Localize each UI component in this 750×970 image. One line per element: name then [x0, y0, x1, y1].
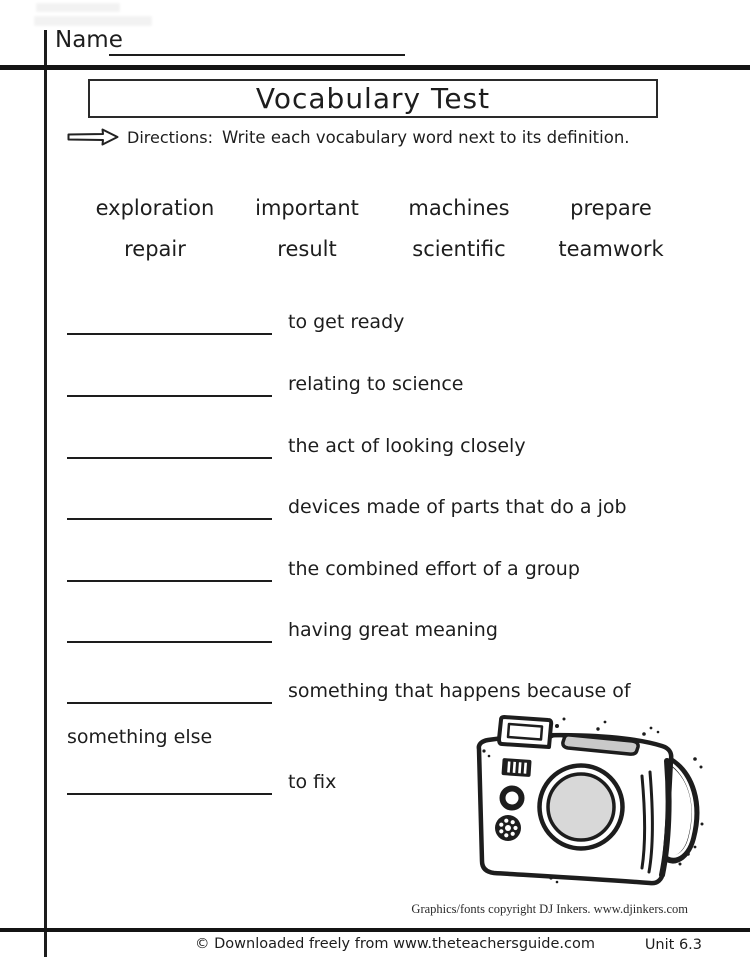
- answer-blank-line: [67, 306, 272, 335]
- definition-row: [67, 491, 627, 520]
- name-label: Name: [55, 27, 123, 53]
- definition-text-continued: something else: [67, 726, 213, 748]
- unit-label: Unit 6.3: [644, 937, 702, 953]
- definition-text: relating to science: [288, 373, 464, 395]
- camera-grip: [501, 758, 531, 777]
- camera-button: [503, 789, 522, 808]
- page-title: Vocabulary Test: [255, 82, 491, 115]
- answer-blank-line: [67, 491, 272, 520]
- definition-row: [67, 430, 526, 459]
- directions-text: Write each vocabulary word next to its definition.: [222, 127, 630, 147]
- word-bank-item: repair: [124, 237, 186, 261]
- download-note: © Downloaded freely from www.theteachersguide.com: [195, 936, 595, 952]
- word-bank-item: prepare: [570, 196, 652, 220]
- definition-row: [67, 306, 404, 335]
- camera-illustration-icon: [458, 704, 710, 902]
- definition-row: [67, 368, 463, 397]
- definition-text: devices made of parts that do a job: [288, 496, 627, 518]
- faint-watermark: [34, 16, 152, 26]
- right-arrow-icon: [66, 127, 120, 147]
- answer-blank-line: [67, 766, 272, 795]
- answer-blank-line: [67, 614, 272, 643]
- directions-row: [66, 127, 630, 147]
- footer-divider-rule: [0, 928, 750, 932]
- left-margin-line: [44, 30, 47, 957]
- name-blank-line: [109, 54, 405, 56]
- faint-watermark: [36, 3, 120, 12]
- definition-text: the act of looking closely: [288, 435, 526, 457]
- word-bank: [79, 196, 687, 261]
- answer-blank-line: [67, 553, 272, 582]
- definition-text: the combined effort of a group: [288, 558, 580, 580]
- definition-text: to fix: [288, 771, 337, 793]
- definition-text: something that happens because of: [288, 680, 631, 702]
- title-box: [88, 79, 658, 118]
- word-bank-item: scientific: [412, 237, 506, 261]
- answer-blank-line: [67, 368, 272, 397]
- word-bank-item: teamwork: [558, 237, 664, 261]
- header-divider-rule: [0, 65, 750, 70]
- definition-row: [67, 553, 580, 582]
- camera-dial: [495, 815, 521, 841]
- answer-blank-line: [67, 675, 272, 704]
- word-bank-item: result: [277, 237, 337, 261]
- definition-row: [67, 614, 498, 643]
- definition-text: having great meaning: [288, 619, 498, 641]
- definition-text: to get ready: [288, 311, 405, 333]
- credits-text: Graphics/fonts copyright DJ Inkers. www.djinkers.com: [411, 902, 688, 916]
- directions-label: Directions:: [127, 127, 214, 147]
- word-bank-item: machines: [408, 196, 510, 220]
- camera-lens: [540, 766, 623, 849]
- camera-viewfinder: [499, 717, 551, 747]
- word-bank-item: exploration: [95, 196, 215, 220]
- definition-row: [67, 766, 336, 795]
- definition-row: [67, 675, 631, 704]
- answer-blank-line: [67, 430, 272, 459]
- word-bank-item: important: [255, 196, 359, 220]
